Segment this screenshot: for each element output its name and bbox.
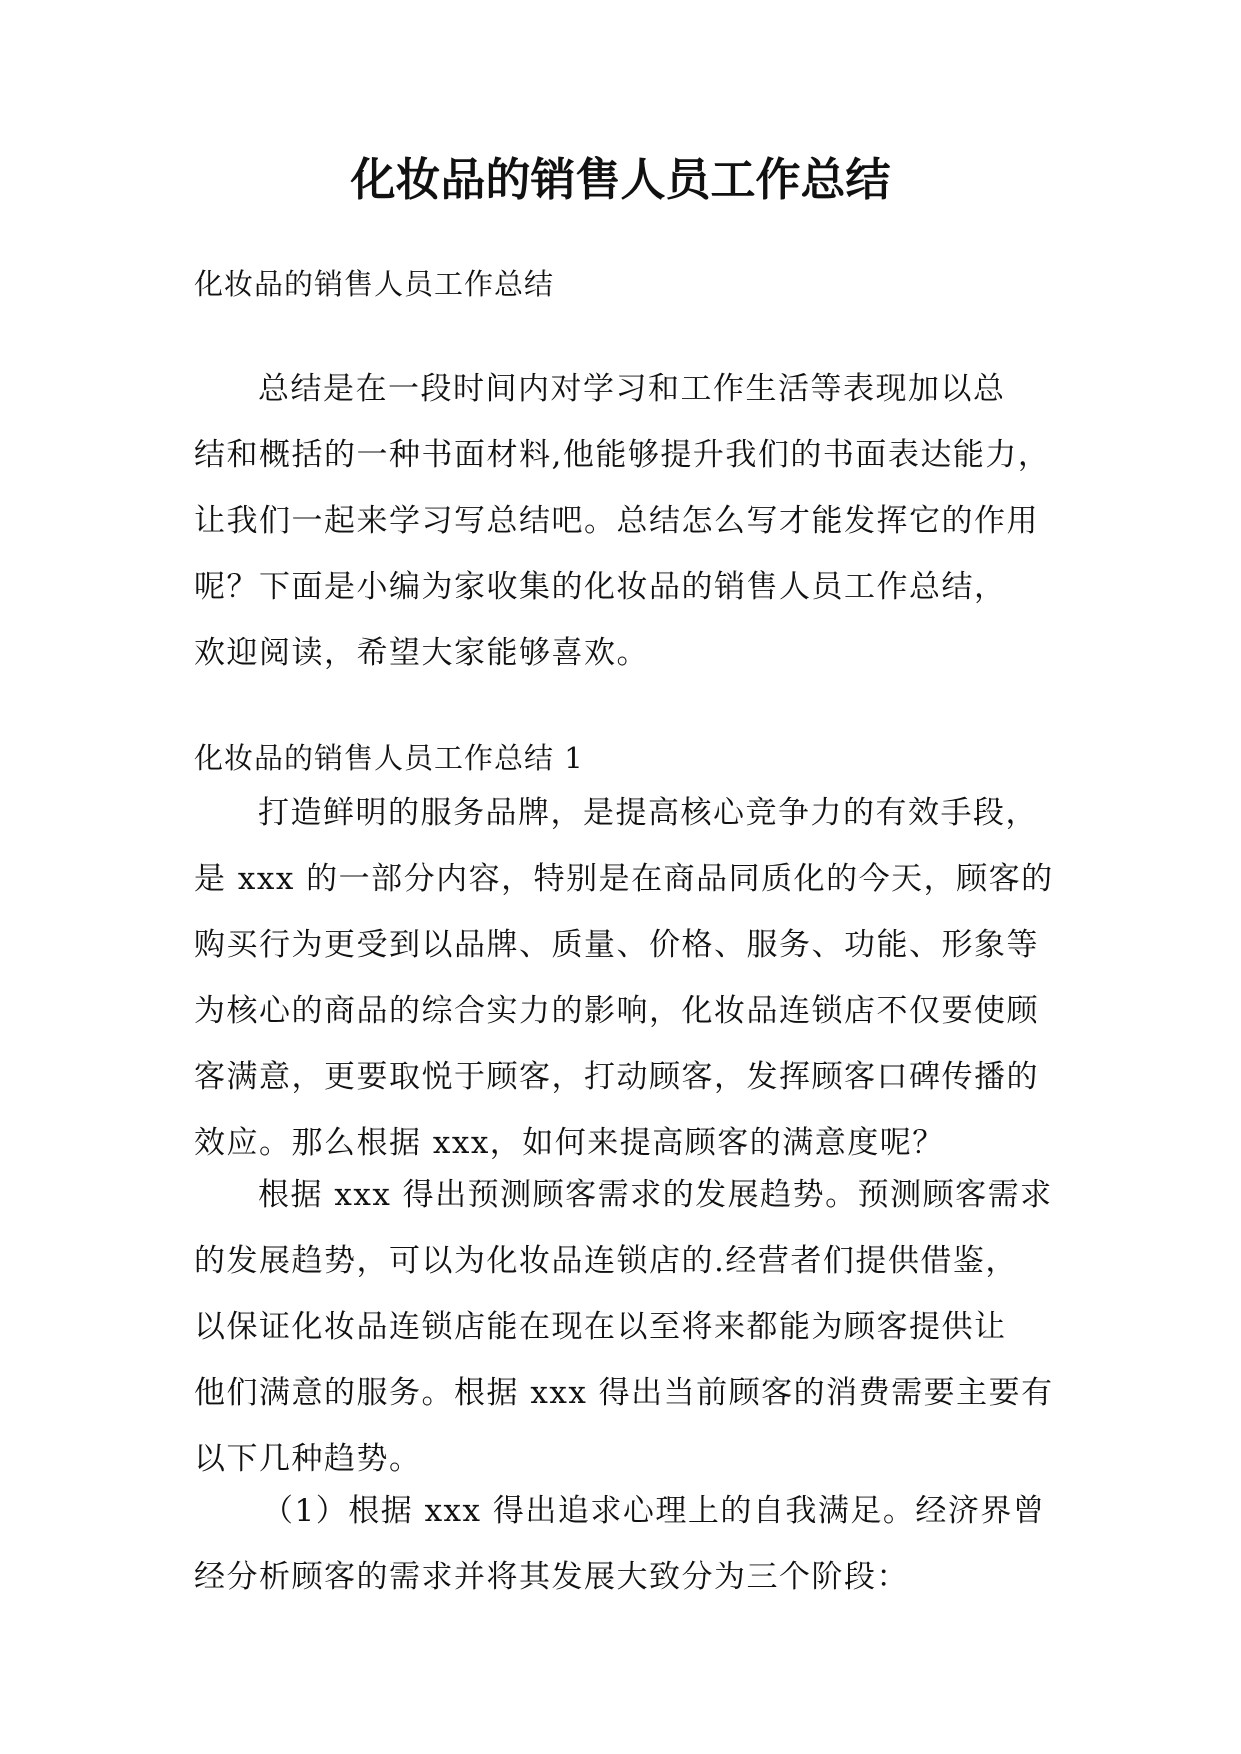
paragraph-line: 效应。那么根据 xxx，如何来提高顾客的满意度呢？: [194, 1125, 945, 1161]
paragraph-line: 以保证化妆品连锁店能在现在以至将来都能为顾客提供让: [194, 1309, 1007, 1345]
body-paragraph-3: [194, 1478, 1064, 1610]
paragraph-line: 欢迎阅读，希望大家能够喜欢。: [194, 635, 649, 671]
paragraph-line: 他们满意的服务。根据 xxx 得出当前顾客的消费需要主要有: [194, 1375, 1054, 1411]
paragraph-line: 是 xxx 的一部分内容，特别是在商品同质化的今天，顾客的: [194, 861, 1054, 897]
paragraph-line: 总结是在一段时间内对学习和工作生活等表现加以总: [258, 371, 1006, 407]
paragraph-line: 购买行为更受到以品牌、质量、价格、服务、功能、形象等: [194, 927, 1039, 963]
body-paragraph-1: [194, 780, 1064, 1176]
body-paragraph-2: [194, 1162, 1064, 1492]
paragraph-line: 根据 xxx 得出预测顾客需求的发展趋势。预测顾客需求: [258, 1177, 1053, 1213]
paragraph-line: 经分析顾客的需求并将其发展大致分为三个阶段：: [194, 1559, 909, 1595]
paragraph-line: 以下几种趋势。: [194, 1441, 422, 1477]
paragraph-line: 打造鲜明的服务品牌，是提高核心竞争力的有效手段，: [258, 795, 1038, 831]
paragraph-line: 让我们一起来学习写总结吧。总结怎么写才能发挥它的作用: [194, 503, 1039, 539]
paragraph-line: 的发展趋势，可以为化妆品连锁店的.经营者们提供借鉴，: [194, 1243, 1018, 1279]
document-subtitle: 化妆品的销售人员工作总结: [194, 267, 555, 301]
paragraph-line: 结和概括的一种书面材料,他能够提升我们的书面表达能力，: [194, 437, 1051, 473]
paragraph-line: （1）根据 xxx 得出追求心理上的自我满足。经济界曾: [262, 1493, 1046, 1529]
paragraph-line: 客满意，更要取悦于顾客，打动顾客，发挥顾客口碑传播的: [194, 1059, 1039, 1095]
paragraph-line: 呢？下面是小编为家收集的化妆品的销售人员工作总结，: [194, 569, 1007, 605]
intro-paragraph: [194, 356, 1064, 686]
section-heading: 化妆品的销售人员工作总结 1: [194, 741, 584, 775]
document-title: 化妆品的销售人员工作总结: [350, 153, 891, 206]
paragraph-line: 为核心的商品的综合实力的影响，化妆品连锁店不仅要使顾: [194, 993, 1039, 1029]
